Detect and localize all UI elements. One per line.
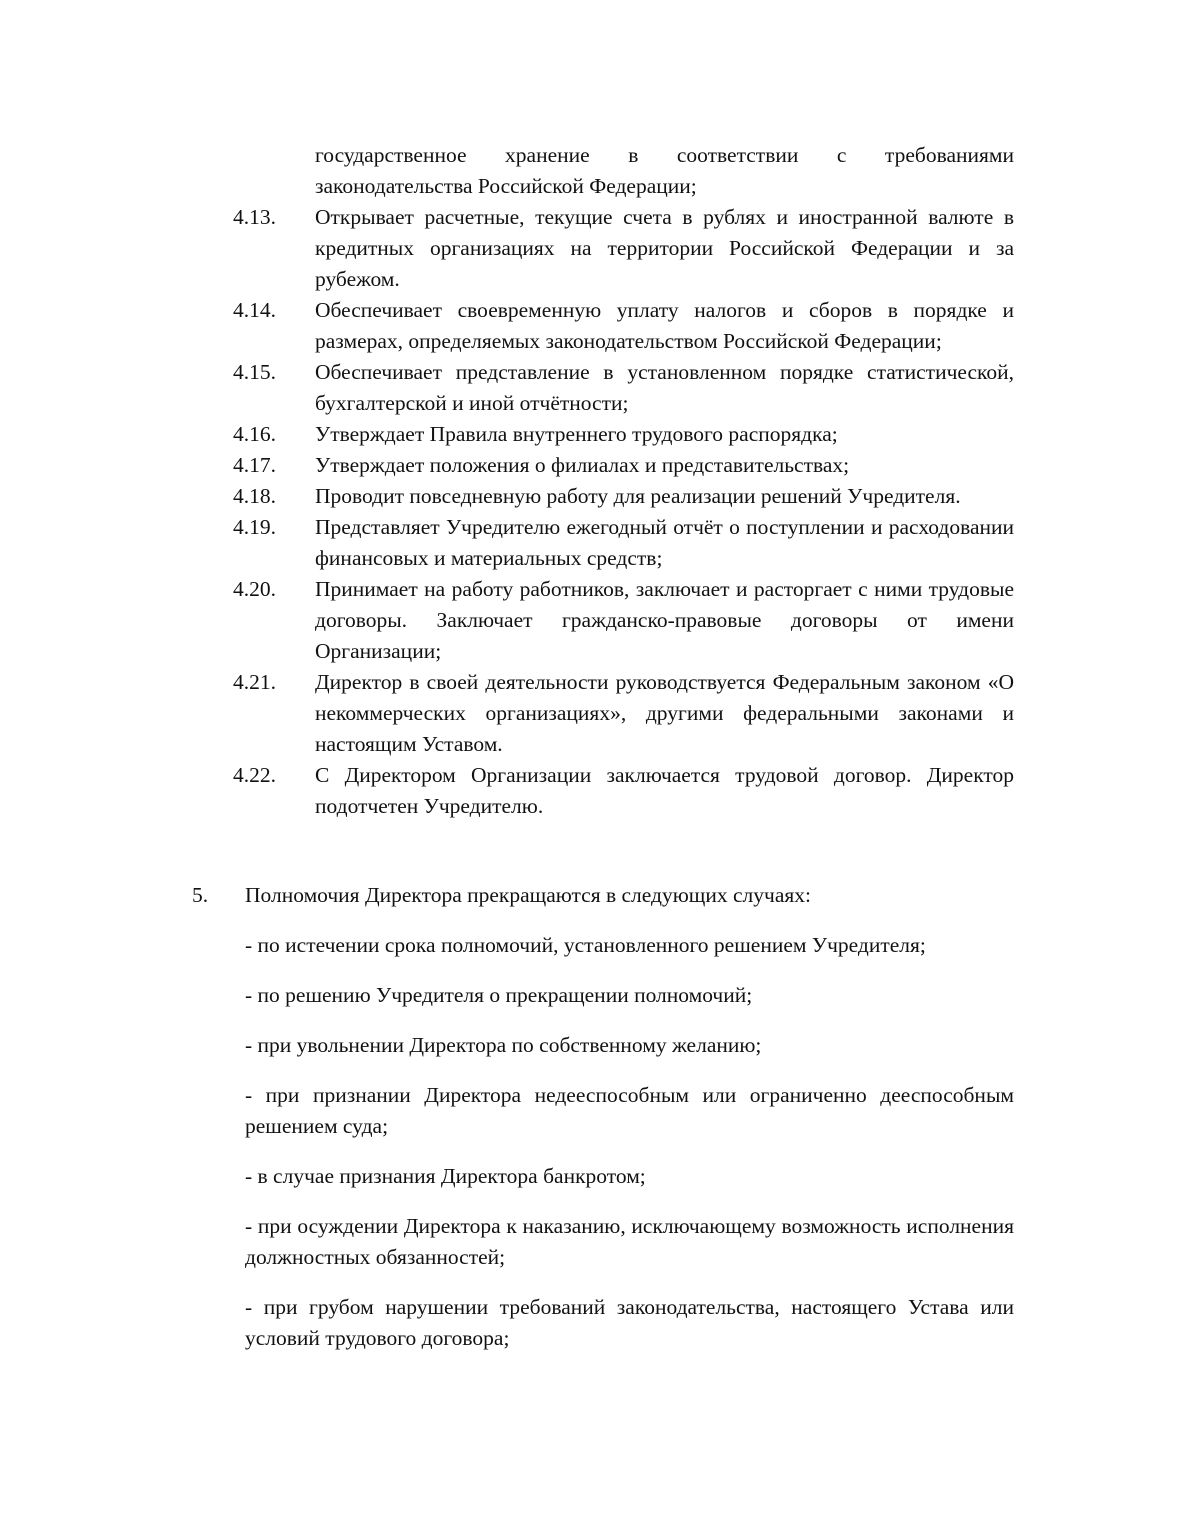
item-text: Открывает расчетные, текущие счета в рублях и иностранной валюте в кредитных организациях на территории Российской Федерации и за рубежом. — [315, 205, 1014, 291]
list-item-4-14 — [233, 295, 1014, 357]
item-number: 4.17. — [233, 453, 276, 477]
list-item-4-13 — [233, 202, 1014, 295]
list-item-4-18 — [233, 481, 1014, 512]
section-number: 5. — [192, 883, 209, 907]
item-text: Утверждает Правила внутреннего трудового распорядка; — [315, 422, 838, 446]
list-item: - при признании Директора недееспособным или ограниченно дееспособным решением суда; — [245, 1083, 1014, 1138]
item-number: 4.21. — [233, 670, 276, 694]
list-item-4-22 — [233, 760, 1014, 822]
list-item-4-15 — [233, 357, 1014, 419]
item-number: 4.14. — [233, 298, 276, 322]
list-item: - при грубом нарушении требований законодательства, настоящего Устава или условий трудового договора; — [245, 1295, 1014, 1350]
list-item-4-20 — [233, 574, 1014, 667]
list-item-4-16 — [233, 419, 1014, 450]
item-number: 4.15. — [233, 360, 276, 384]
list-item: - по решению Учредителя о прекращении полномочий; — [245, 983, 753, 1007]
item-text: Обеспечивает представление в установленном порядке статистической, бухгалтерской и иной отчётности; — [315, 360, 1014, 415]
continued-line-1: государственное хранение в соответствии с требованиями — [315, 143, 1014, 167]
item-text: Директор в своей деятельности руководствуется Федеральным законом «О некоммерческих организациях», другими федеральными законами и настоящим Уставом. — [315, 670, 1014, 756]
numbered-list-section-4 — [233, 202, 1014, 822]
list-item: - при осуждении Директора к наказанию, исключающему возможность исполнения должностных обязанностей; — [245, 1214, 1014, 1269]
item-number: 4.22. — [233, 763, 276, 787]
list-item-4-17 — [233, 450, 1014, 481]
item-text: С Директором Организации заключается трудовой договор. Директор подотчетен Учредителю. — [315, 763, 1014, 818]
list-item: - при увольнении Директора по собственному желанию; — [245, 1033, 762, 1057]
continued-line-2: законодательства Российской Федерации; — [315, 174, 697, 198]
item-text: Обеспечивает своевременную уплату налогов и сборов в порядке и размерах, определяемых законодательством Российской Федерации; — [315, 298, 1014, 353]
list-item: - по истечении срока полномочий, установленного решением Учредителя; — [245, 933, 926, 957]
list-item-4-21 — [233, 667, 1014, 760]
item-number: 4.18. — [233, 484, 276, 508]
list-item: - в случае признания Директора банкротом; — [245, 1164, 646, 1188]
item-text: Проводит повседневную работу для реализации решений Учредителя. — [315, 484, 961, 508]
item-number: 4.13. — [233, 205, 276, 229]
section-title: Полномочия Директора прекращаются в следующих случаях: — [245, 883, 811, 907]
continued-paragraph — [315, 140, 1014, 202]
item-number: 4.16. — [233, 422, 276, 446]
section-5-heading — [192, 880, 1014, 911]
item-text: Представляет Учредителю ежегодный отчёт о поступлении и расходовании финансовых и материальных средств; — [315, 515, 1014, 570]
item-text: Утверждает положения о филиалах и представительствах; — [315, 453, 850, 477]
list-item-4-19 — [233, 512, 1014, 574]
item-text: Принимает на работу работников, заключает и расторгает с ними трудовые договоры. Заключает гражданско-правовые договоры от имени Организации; — [315, 577, 1014, 663]
item-number: 4.19. — [233, 515, 276, 539]
termination-cases-list — [245, 930, 1014, 1354]
item-number: 4.20. — [233, 577, 276, 601]
